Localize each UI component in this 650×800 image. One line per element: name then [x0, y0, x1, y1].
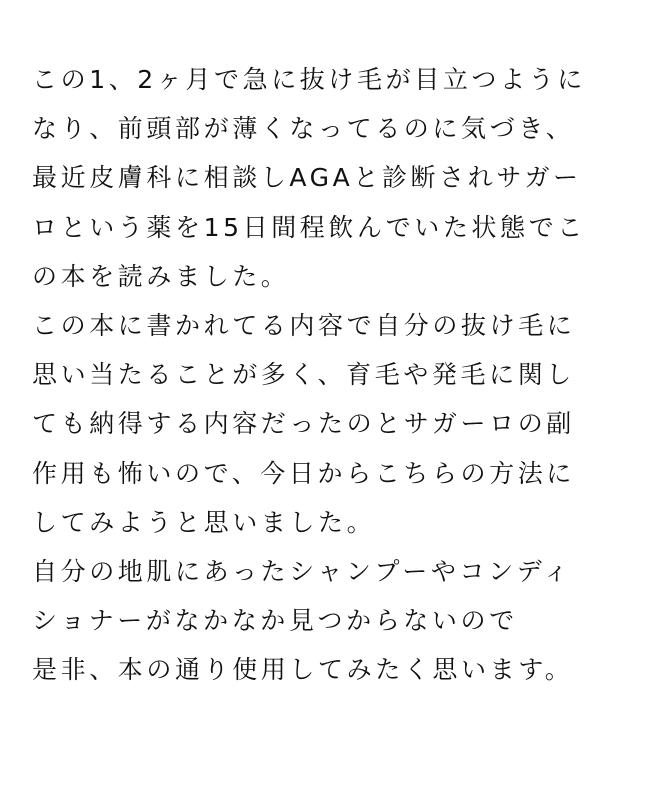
- text-line-12: ショナーがなかなか見つからないので: [32, 606, 518, 636]
- text-line-5: の本を読みました。: [32, 261, 290, 291]
- text-line-11: 自分の地肌にあったシャンプーやコンディ: [32, 556, 572, 586]
- text-line-2: なり、前頭部が薄くなってるのに気づき、: [32, 114, 575, 144]
- text-line-1: この1、2ヶ月で急に抜け毛が目立つように: [32, 65, 586, 94]
- text-line-3: 最近皮膚科に相談しAGAと診断されサガー: [32, 163, 582, 193]
- text-line-4: ロという薬を15日間程飲んでいた状態でこ: [32, 212, 586, 242]
- text-line-6: この本に書かれてる内容で自分の抜け毛に: [32, 310, 576, 340]
- text-line-10: してみようと思いました。: [32, 507, 376, 537]
- text-line-7: 思い当たることが多く、育毛や発毛に関し: [32, 360, 575, 390]
- text-line-9: 作用も怖いので、今日からこちらの方法に: [32, 458, 575, 488]
- text-line-8: ても納得する内容だったのとサガーロの副: [32, 409, 575, 439]
- text-line-13: 是非、本の通り使用してみたく思います。: [32, 655, 574, 685]
- handwritten-text-block: [32, 55, 632, 694]
